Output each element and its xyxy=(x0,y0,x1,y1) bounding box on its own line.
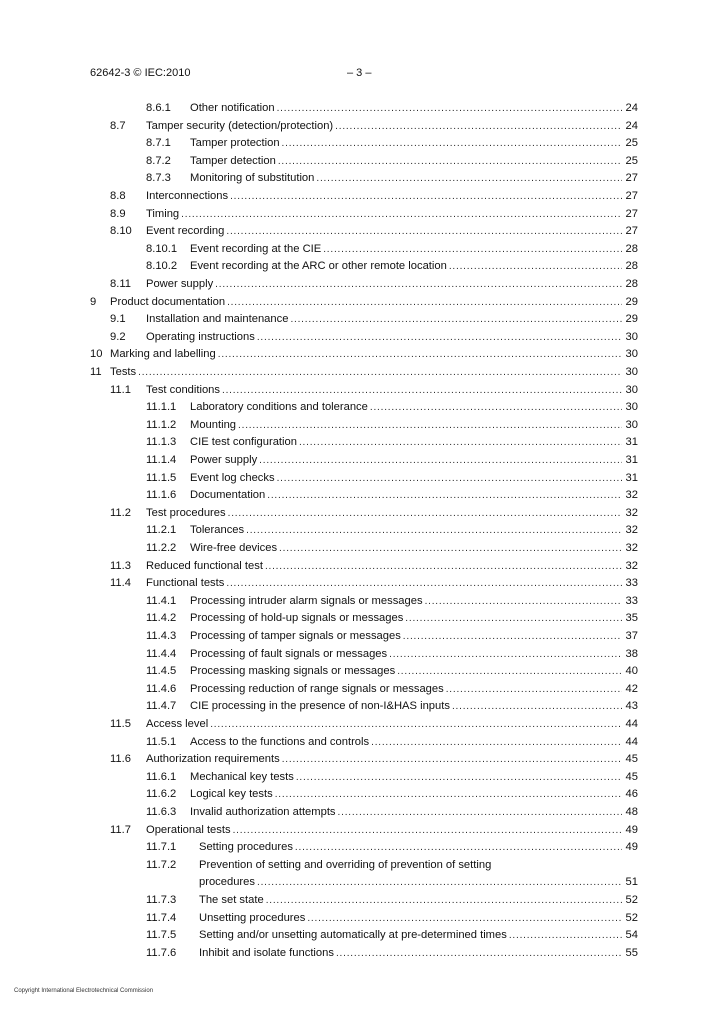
toc-entry-title: CIE test configuration xyxy=(190,436,297,449)
toc-entry-number: 8.9 xyxy=(110,207,126,220)
toc-entry-number: 11.7 xyxy=(110,823,131,836)
toc-entry-number: 11.5 xyxy=(110,718,131,730)
toc-entry-number: 11.1.1 xyxy=(146,401,177,414)
toc-entry-page: 37 xyxy=(625,630,638,642)
toc-entry[interactable] xyxy=(146,259,638,273)
toc-entry-page: 29 xyxy=(625,295,638,308)
toc-entry-title: Authorization requirements xyxy=(146,753,280,766)
toc-entry[interactable] xyxy=(90,365,638,379)
toc-entry[interactable] xyxy=(146,840,638,854)
dot-leader xyxy=(238,420,622,432)
toc-entry-number: 11.7.1 xyxy=(146,841,177,854)
toc-entry-number: 8.7 xyxy=(110,119,126,132)
toc-entry-title: Operating instructions xyxy=(146,330,255,343)
toc-entry-page: 29 xyxy=(625,313,638,326)
toc-entry-number: 11.6.1 xyxy=(146,770,177,783)
toc-entry-number: 11.5.1 xyxy=(146,735,177,748)
toc-entry-page: 27 xyxy=(625,225,638,238)
toc-entry-number: 11.1.3 xyxy=(146,436,177,449)
dot-leader xyxy=(449,261,622,273)
toc-entry-title: Installation and maintenance xyxy=(146,313,289,326)
toc-entry-number: 11.2 xyxy=(110,506,131,519)
toc-entry-title: Processing of hold-up signals or messages xyxy=(190,612,404,625)
dot-leader xyxy=(222,385,622,397)
toc-entry-page: 27 xyxy=(625,207,638,220)
dot-leader xyxy=(226,578,622,590)
toc-entry-page: 31 xyxy=(625,436,638,449)
dot-leader xyxy=(282,754,622,766)
toc-entry-title: Mechanical key tests xyxy=(190,770,294,783)
dot-leader xyxy=(233,825,622,837)
dot-leader xyxy=(371,737,622,749)
toc-entry-number: 9 xyxy=(90,295,97,308)
toc-entry-title: Documentation xyxy=(190,489,266,502)
dot-leader xyxy=(295,842,622,854)
toc-entry[interactable] xyxy=(146,629,638,643)
dot-leader xyxy=(299,437,622,449)
toc-entry-title: Test conditions xyxy=(146,383,221,396)
toc-entry-page: 24 xyxy=(625,102,638,114)
toc-entry-page: 28 xyxy=(625,278,638,290)
toc-entry-number: 8.7.3 xyxy=(146,172,171,185)
dot-leader xyxy=(246,525,622,537)
toc-entry[interactable] xyxy=(146,946,638,960)
toc-entry-title: Logical key tests xyxy=(190,788,273,801)
toc-entry[interactable] xyxy=(146,523,638,537)
toc-entry-number: 10 xyxy=(90,348,103,361)
toc-entry-page: 44 xyxy=(625,718,638,730)
dot-leader xyxy=(278,156,622,168)
toc-entry-page: 32 xyxy=(625,542,638,554)
toc-entry-title: Marking and labelling xyxy=(110,348,216,361)
toc-entry-page: 32 xyxy=(625,524,638,537)
toc-entry[interactable] xyxy=(110,717,638,731)
toc-entry-page: 28 xyxy=(625,260,638,273)
toc-entry-page: 24 xyxy=(625,119,638,132)
toc-entry[interactable] xyxy=(146,418,638,432)
toc-entry-number: 11.7.5 xyxy=(146,929,177,942)
dot-leader xyxy=(267,490,622,502)
toc-entry-number: 11.4.4 xyxy=(146,647,177,660)
toc-entry-number: 11.1.4 xyxy=(146,454,177,466)
toc-entry[interactable] xyxy=(146,154,638,168)
dot-leader xyxy=(181,209,622,221)
toc-entry-number: 11.7.6 xyxy=(146,946,177,959)
toc-entry-title: Processing reduction of range signals or messages xyxy=(190,682,444,695)
dot-leader xyxy=(257,877,622,889)
toc-entry-number: 8.10.2 xyxy=(146,260,178,273)
document-id: 62642-3 © IEC:2010 xyxy=(90,67,191,79)
toc-entry-title: procedures xyxy=(199,876,255,889)
toc-entry-number: 11.4.5 xyxy=(146,665,177,678)
dot-leader xyxy=(265,561,622,573)
toc-entry[interactable] xyxy=(146,594,638,608)
toc-entry[interactable] xyxy=(146,611,638,625)
toc-entry-title: Reduced functional test xyxy=(146,559,263,572)
toc-entry[interactable] xyxy=(146,488,638,502)
toc-entry-title: Tolerances xyxy=(190,524,245,537)
toc-entry-title: Tests xyxy=(110,366,137,378)
toc-entry-number: 11.4.2 xyxy=(146,612,177,625)
toc-entry-title: Power supply xyxy=(146,278,214,290)
toc-entry-number: 11 xyxy=(90,366,102,378)
toc-entry[interactable] xyxy=(146,435,638,449)
dot-leader xyxy=(338,807,622,819)
toc-entry[interactable] xyxy=(146,541,638,555)
page-number: – 3 – xyxy=(347,67,372,79)
toc-entry-page: 55 xyxy=(625,946,638,959)
toc-entry[interactable] xyxy=(146,647,638,661)
toc-entry-title: Setting and/or unsetting automatically at pre-determined times xyxy=(199,929,507,942)
toc-entry-page: 30 xyxy=(625,383,638,396)
dot-leader xyxy=(227,297,622,309)
toc-entry[interactable] xyxy=(110,383,638,397)
dot-leader xyxy=(290,314,622,326)
dot-leader xyxy=(259,455,622,467)
toc-entry-title: Wire-free devices xyxy=(190,542,278,554)
toc-entry-number: 9.1 xyxy=(110,313,126,326)
toc-entry-title: Power supply xyxy=(190,454,258,466)
dot-leader xyxy=(370,402,622,414)
toc-entry[interactable] xyxy=(146,242,638,256)
toc-entry-page: 27 xyxy=(625,190,638,202)
toc-entry-page: 28 xyxy=(625,242,638,255)
toc-entry[interactable] xyxy=(110,312,638,326)
toc-entry-title: The set state xyxy=(199,894,264,906)
dot-leader xyxy=(218,349,622,361)
toc-entry[interactable] xyxy=(110,119,638,133)
toc-entry-number: 11.7.4 xyxy=(146,911,177,924)
toc-entry-page: 35 xyxy=(625,612,638,625)
toc-entry-number: 11.3 xyxy=(110,559,131,572)
toc-entry[interactable] xyxy=(146,893,638,907)
toc-entry-number: 11.2.2 xyxy=(146,542,177,554)
dot-leader xyxy=(226,226,622,238)
toc-entry[interactable] xyxy=(146,911,638,925)
toc-entry-title: Tamper security (detection/protection) xyxy=(146,119,334,132)
toc-entry-title: Tamper detection xyxy=(190,154,276,167)
toc-entry-title: Event recording at the CIE xyxy=(190,242,322,255)
toc-entry-title: Event recording at the ARC or other remote location xyxy=(190,260,447,273)
toc-entry-title: Access level xyxy=(146,718,209,730)
toc-entry-title: Tamper protection xyxy=(190,137,280,150)
dot-leader xyxy=(215,279,622,291)
toc-entry-title: CIE processing in the presence of non-I&HAS inputs xyxy=(190,700,450,713)
toc-entry-page: 30 xyxy=(625,418,638,431)
toc-entry-page: 38 xyxy=(625,647,638,660)
page-header xyxy=(90,67,635,85)
toc-entry-number: 11.7.3 xyxy=(146,894,177,906)
toc-entry-title: Mounting xyxy=(190,418,237,431)
dot-leader xyxy=(266,895,622,907)
toc-entry-title: Setting procedures xyxy=(199,841,293,854)
toc-entry[interactable] xyxy=(146,770,638,784)
toc-entry-number: 11.1 xyxy=(110,383,131,396)
toc-entry-page: 30 xyxy=(625,330,638,343)
toc-entry[interactable] xyxy=(110,330,638,344)
toc-entry-number: 8.7.1 xyxy=(146,137,171,150)
toc-entry-page: 31 xyxy=(625,471,638,484)
toc-entry-title: Timing xyxy=(146,207,180,220)
toc-entry[interactable] xyxy=(146,735,638,749)
toc-entry-title: Test procedures xyxy=(146,506,226,519)
toc-entry-title: Processing of tamper signals or messages xyxy=(190,630,401,642)
toc-entry[interactable] xyxy=(90,295,638,309)
dot-leader xyxy=(336,948,622,960)
toc-entry-number: 9.2 xyxy=(110,330,126,343)
toc-entry-page: 33 xyxy=(625,594,638,607)
toc-entry-number: 11.4.1 xyxy=(146,594,177,607)
toc-entry-page: 31 xyxy=(625,454,638,466)
toc-entry-title: Operational tests xyxy=(146,823,231,836)
dot-leader xyxy=(425,596,622,608)
dot-leader xyxy=(316,173,622,185)
toc-entry-title: Other notification xyxy=(190,102,275,114)
dot-leader xyxy=(277,473,622,485)
toc-entry[interactable] xyxy=(146,682,638,696)
dot-leader xyxy=(389,649,622,661)
toc-entry-number: 8.11 xyxy=(110,278,131,290)
dot-leader xyxy=(277,103,622,115)
dot-leader xyxy=(335,121,622,133)
toc-entry-number: 11.1.6 xyxy=(146,489,177,502)
toc-entry-title: Product documentation xyxy=(110,295,226,308)
toc-entry-title: Laboratory conditions and tolerance xyxy=(190,401,368,414)
dot-leader xyxy=(509,930,622,942)
toc-entry[interactable] xyxy=(110,576,638,590)
toc-entry-number: 11.6 xyxy=(110,753,131,766)
toc-entry-page: 32 xyxy=(625,506,638,519)
toc-entry-number: 8.10 xyxy=(110,225,132,238)
dot-leader xyxy=(230,191,622,203)
toc-entry-page: 27 xyxy=(625,172,638,185)
toc-entry-title: Invalid authorization attempts xyxy=(190,806,336,818)
toc-entry[interactable] xyxy=(146,136,638,150)
dot-leader xyxy=(138,367,622,379)
toc-entry[interactable] xyxy=(146,787,638,801)
dot-leader xyxy=(257,332,622,344)
toc-entry-number: 11.1.2 xyxy=(146,418,177,431)
dot-leader xyxy=(307,913,622,925)
toc-entry-page: 45 xyxy=(625,770,638,783)
dot-leader xyxy=(403,631,622,643)
toc-entry-number: 8.6.1 xyxy=(146,102,171,114)
toc-entry-title: Unsetting procedures xyxy=(199,911,306,924)
toc-entry[interactable] xyxy=(146,805,638,819)
toc-entry[interactable] xyxy=(110,559,638,573)
toc-entry-title: Functional tests xyxy=(146,577,225,590)
toc-entry-page: 49 xyxy=(625,841,638,854)
toc-entry[interactable] xyxy=(146,699,638,713)
toc-entry-number: 8.8 xyxy=(110,190,126,202)
toc-entry-number: 8.10.1 xyxy=(146,242,178,255)
dot-leader xyxy=(446,684,622,696)
toc-entry[interactable] xyxy=(110,752,638,766)
toc-entry[interactable] xyxy=(146,471,638,485)
toc-entry[interactable] xyxy=(110,189,638,203)
dot-leader xyxy=(405,613,622,625)
toc-entry[interactable] xyxy=(110,224,638,238)
toc-entry-page: 32 xyxy=(625,489,638,502)
dot-leader xyxy=(275,789,622,801)
toc-entry[interactable] xyxy=(146,400,638,414)
toc-entry[interactable] xyxy=(110,277,638,291)
dot-leader xyxy=(323,244,622,256)
dot-leader xyxy=(228,508,622,520)
toc-entry-page: 25 xyxy=(625,137,638,150)
dot-leader xyxy=(452,701,622,713)
toc-entry-number: 11.4.7 xyxy=(146,700,177,713)
toc-entry[interactable] xyxy=(146,664,638,678)
toc-entry-number: 11.1.5 xyxy=(146,471,177,484)
toc-entry-page: 44 xyxy=(625,735,638,748)
toc-entry-page: 30 xyxy=(625,348,638,361)
toc-entry-number: 11.4.6 xyxy=(146,682,177,695)
toc-entry-number: 8.7.2 xyxy=(146,154,171,167)
toc-entry-title: Inhibit and isolate functions xyxy=(199,946,334,959)
toc-entry-page: 30 xyxy=(625,401,638,414)
toc-entry[interactable] xyxy=(146,928,638,942)
toc-entry-page: 52 xyxy=(625,894,638,906)
toc-entry-title: Processing intruder alarm signals or messages xyxy=(190,594,423,607)
toc-entry[interactable] xyxy=(146,101,638,115)
toc-entry-title: Processing masking signals or messages xyxy=(190,665,396,678)
toc-entry-number: 11.4.3 xyxy=(146,630,177,642)
dot-leader xyxy=(397,666,622,678)
toc-entry-page: 52 xyxy=(625,911,638,924)
toc-entry-number: 11.6.3 xyxy=(146,806,177,818)
toc-entry-page: 43 xyxy=(625,700,638,713)
toc-entry-number: 11.4 xyxy=(110,577,131,590)
toc-entry-title: Event recording xyxy=(146,225,225,238)
dot-leader xyxy=(210,719,622,731)
toc-entry-number: 11.2.1 xyxy=(146,524,177,537)
toc-entry-page: 46 xyxy=(625,788,638,801)
toc-entry-page: 54 xyxy=(625,929,638,942)
toc-entry-page: 51 xyxy=(625,876,638,889)
toc-entry[interactable] xyxy=(110,207,638,221)
toc-entry-page: 48 xyxy=(625,806,638,818)
dot-leader xyxy=(282,138,622,150)
toc-entry-page: 32 xyxy=(625,559,638,572)
toc-entry[interactable] xyxy=(110,506,638,520)
copyright-footer: Copyright International Electrotechnical Commission xyxy=(14,988,154,994)
toc-entry-page: 25 xyxy=(625,154,638,167)
toc-entry-title-line: Prevention of setting and overriding of prevention of setting xyxy=(199,858,492,871)
toc-entry[interactable] xyxy=(90,347,638,361)
toc-entry-title: Event log checks xyxy=(190,471,275,484)
toc-entry[interactable] xyxy=(146,453,638,467)
dot-leader xyxy=(279,543,622,555)
toc-entry-title: Processing of fault signals or messages xyxy=(190,647,388,660)
toc-entry-page: 33 xyxy=(625,577,638,590)
toc-entry[interactable] xyxy=(146,171,638,185)
toc-entry-page: 30 xyxy=(625,366,638,378)
toc-entry-page: 42 xyxy=(625,682,638,695)
toc-entry-page: 45 xyxy=(625,753,638,766)
toc-entry[interactable] xyxy=(110,823,638,837)
toc-entry-number: 11.6.2 xyxy=(146,788,177,801)
toc-entry-number: 11.7.2 xyxy=(146,858,177,871)
toc-entry-title: Access to the functions and controls xyxy=(190,735,370,748)
dot-leader xyxy=(296,772,622,784)
toc-entry-title: Interconnections xyxy=(146,190,229,202)
toc-entry-title: Monitoring of substitution xyxy=(190,172,315,185)
toc-entry-page: 40 xyxy=(625,665,638,678)
toc-entry-page: 49 xyxy=(625,823,638,836)
